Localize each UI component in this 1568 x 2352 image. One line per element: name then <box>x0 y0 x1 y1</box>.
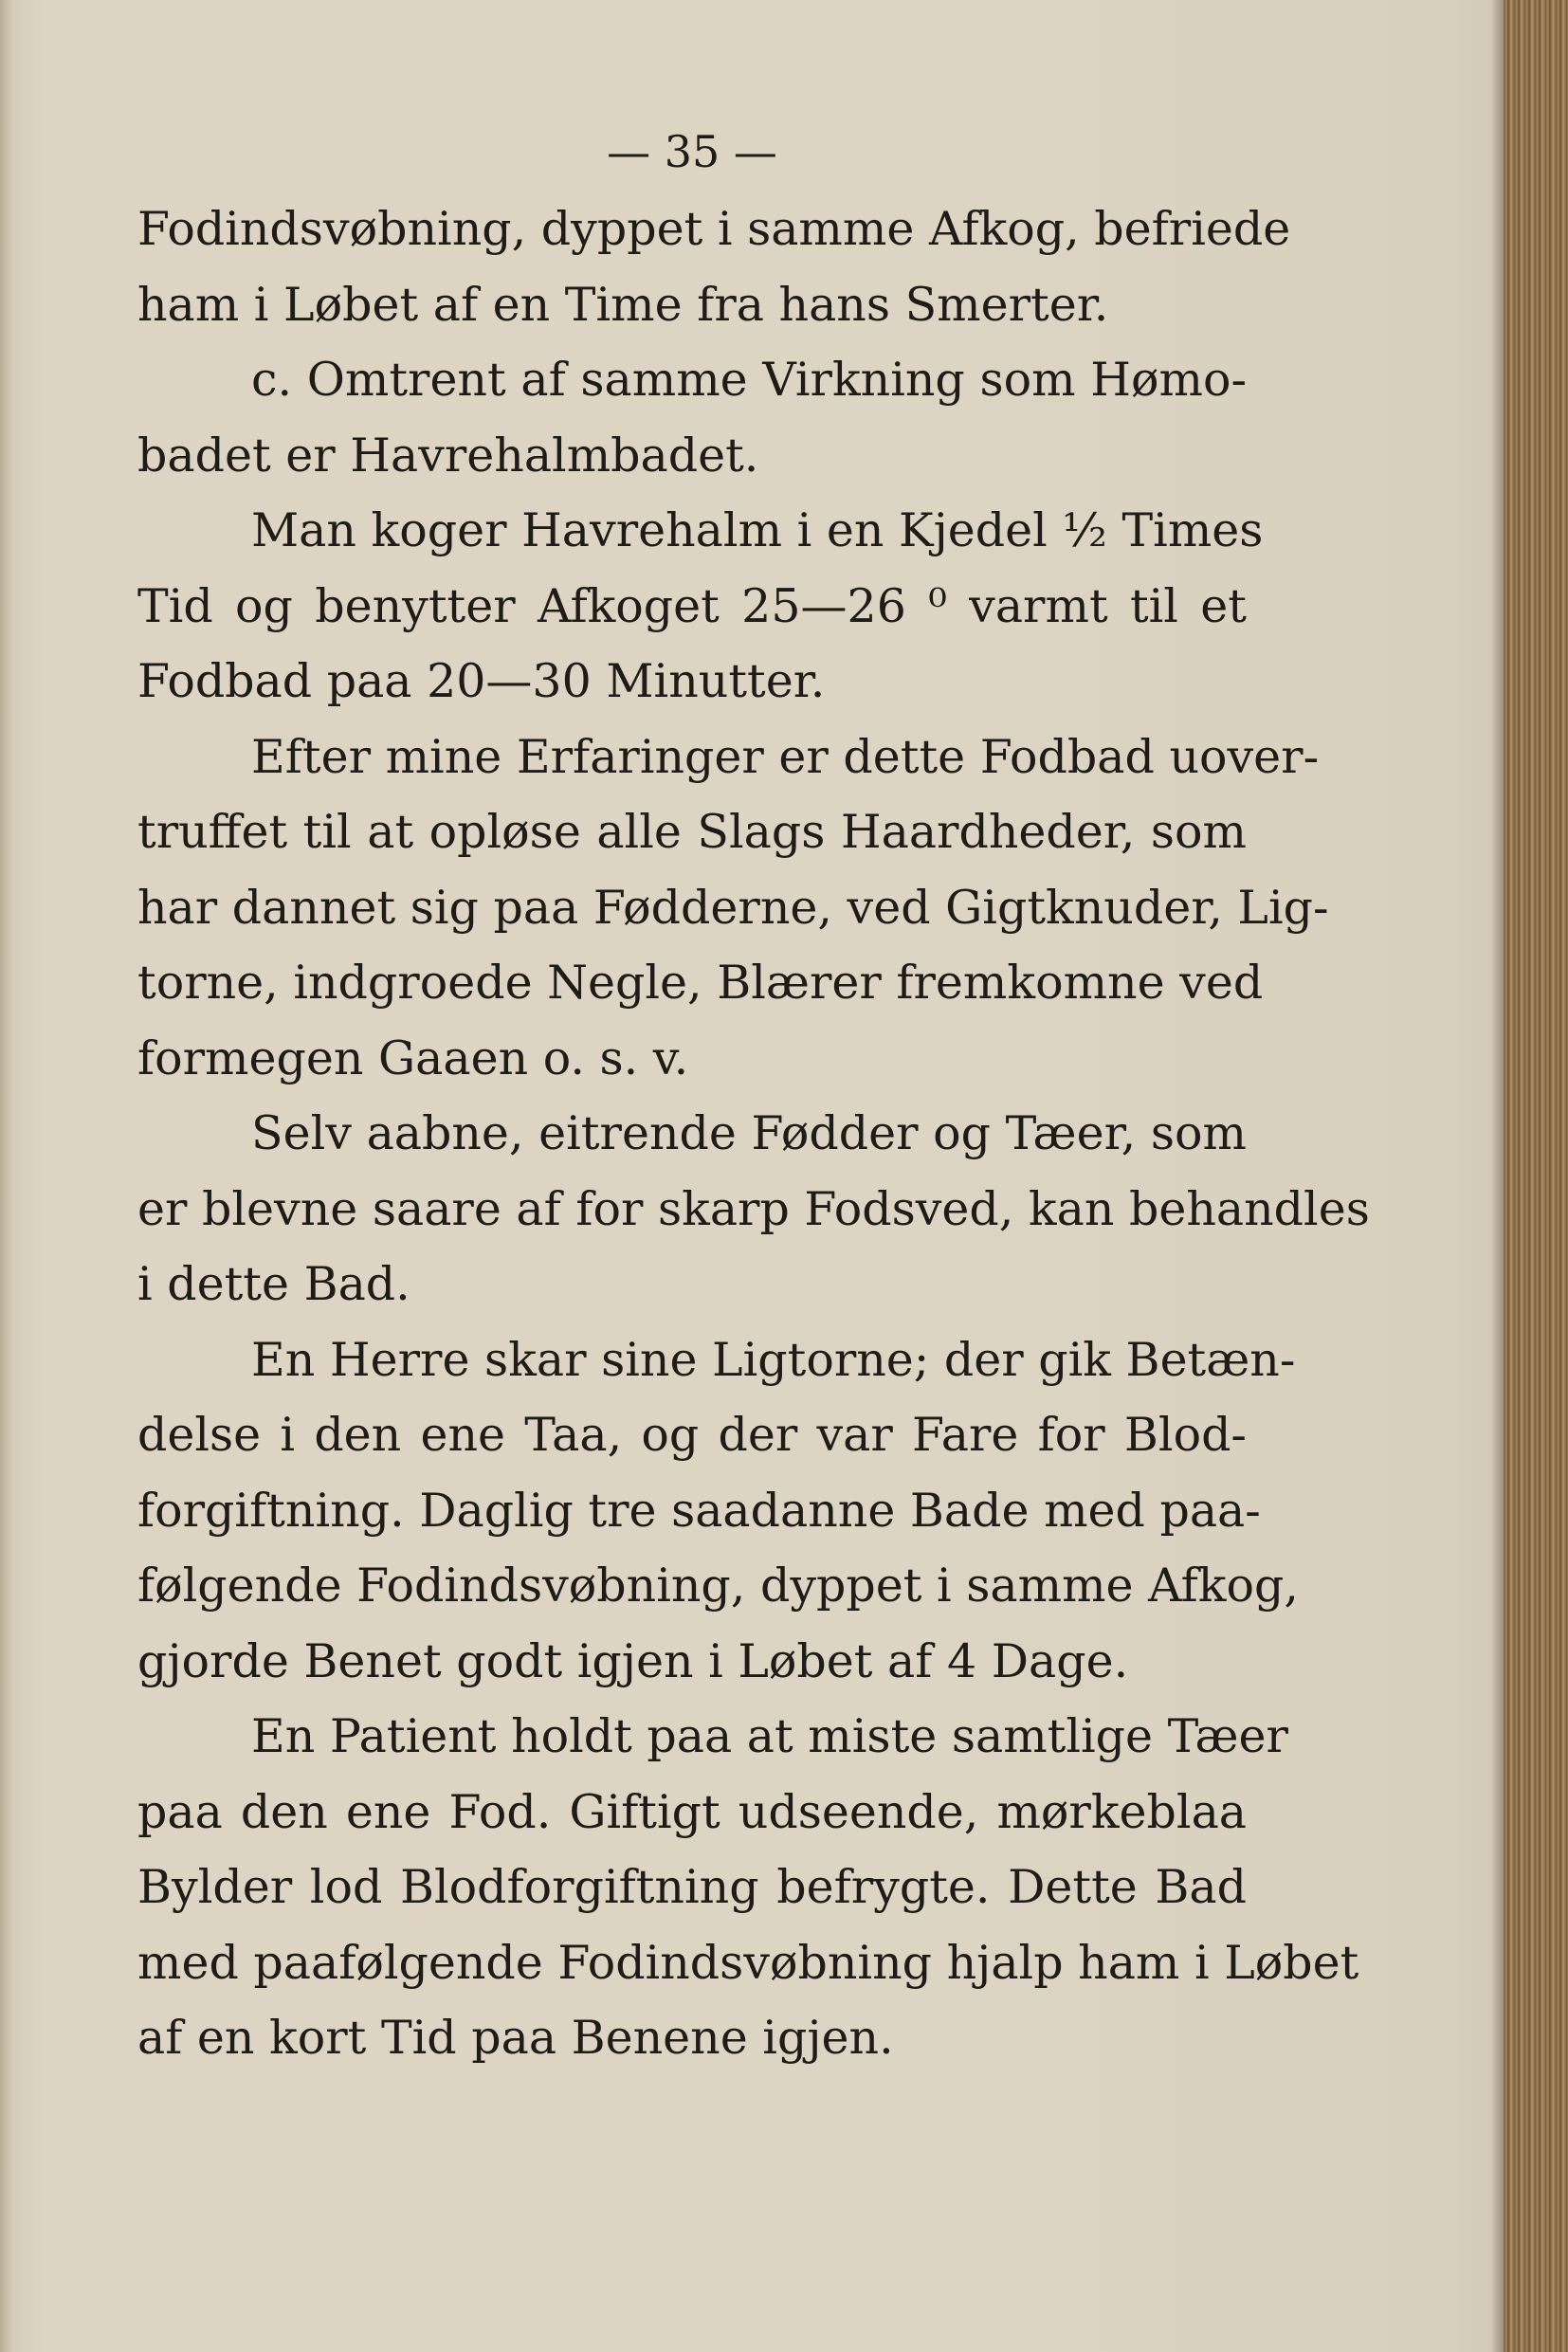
text-line: af en kort Tid paa Benene igjen. <box>137 2011 894 2065</box>
text-line: er blevne saare af for skarp Fodsved, kan behandles <box>137 1181 1370 1236</box>
text-line: En Patient holdt paa at miste samtlige Tæer <box>251 1709 1288 1763</box>
text-line: Efter mine Erfaringer er dette Fodbad uover- <box>251 729 1320 784</box>
text-line: i dette Bad. <box>137 1257 410 1311</box>
text-line: truffet til at opløse alle Slags Haardheder, som <box>137 805 1247 859</box>
text-line: med paafølgende Fodindsvøbning hjalp ham i Løbet <box>137 1935 1359 1990</box>
page-number: — 35 — <box>607 126 777 177</box>
body-text <box>137 191 1370 2076</box>
text-line: formegen Gaaen o. s. v. <box>137 1030 689 1085</box>
text-line: Tid og benytter Afkoget 25—26 ⁰ varmt til et <box>137 578 1247 633</box>
text-line: følgende Fodindsvøbning, dyppet i samme Afkog, <box>137 1559 1299 1613</box>
text-line: torne, indgroede Negle, Blærer fremkomne ved <box>137 956 1264 1010</box>
text-line: Fodbad paa 20—30 Minutter. <box>137 654 826 708</box>
text-line: har dannet sig paa Fødderne, ved Gigtknuder, Lig- <box>137 880 1329 935</box>
text-line: forgiftning. Daglig tre saadanne Bade med paa- <box>137 1483 1261 1538</box>
text-line: c. Omtrent af samme Virkning som Hømo- <box>251 353 1247 407</box>
text-line: Selv aabne, eitrende Fødder og Tæer, som <box>251 1106 1247 1160</box>
text-line: ham i Løbet af en Time fra hans Smerter. <box>137 277 1109 332</box>
text-line: Man koger Havrehalm i en Kjedel ½ Times <box>251 503 1264 557</box>
page-text-block <box>137 114 1370 2076</box>
text-line: Bylder lod Blodforgiftning befrygte. Dette Bad <box>137 1860 1247 1914</box>
text-line: delse i den ene Taa, og der var Fare for Blod- <box>137 1408 1247 1462</box>
book-page-edges <box>1504 0 1568 2352</box>
text-line: gjorde Benet godt igjen i Løbet af 4 Dage. <box>137 1633 1129 1688</box>
page-left-edge <box>0 0 13 2352</box>
text-line: En Herre skar sine Ligtorne; der gik Betæn- <box>251 1332 1296 1387</box>
text-line: badet er Havrehalmbadet. <box>137 428 759 483</box>
text-line: Fodindsvøbning, dyppet i samme Afkog, befriede <box>137 202 1291 256</box>
page-gutter-shadow <box>1490 0 1504 2352</box>
text-line: paa den ene Fod. Giftigt udseende, mørkeblaa <box>137 1784 1247 1839</box>
